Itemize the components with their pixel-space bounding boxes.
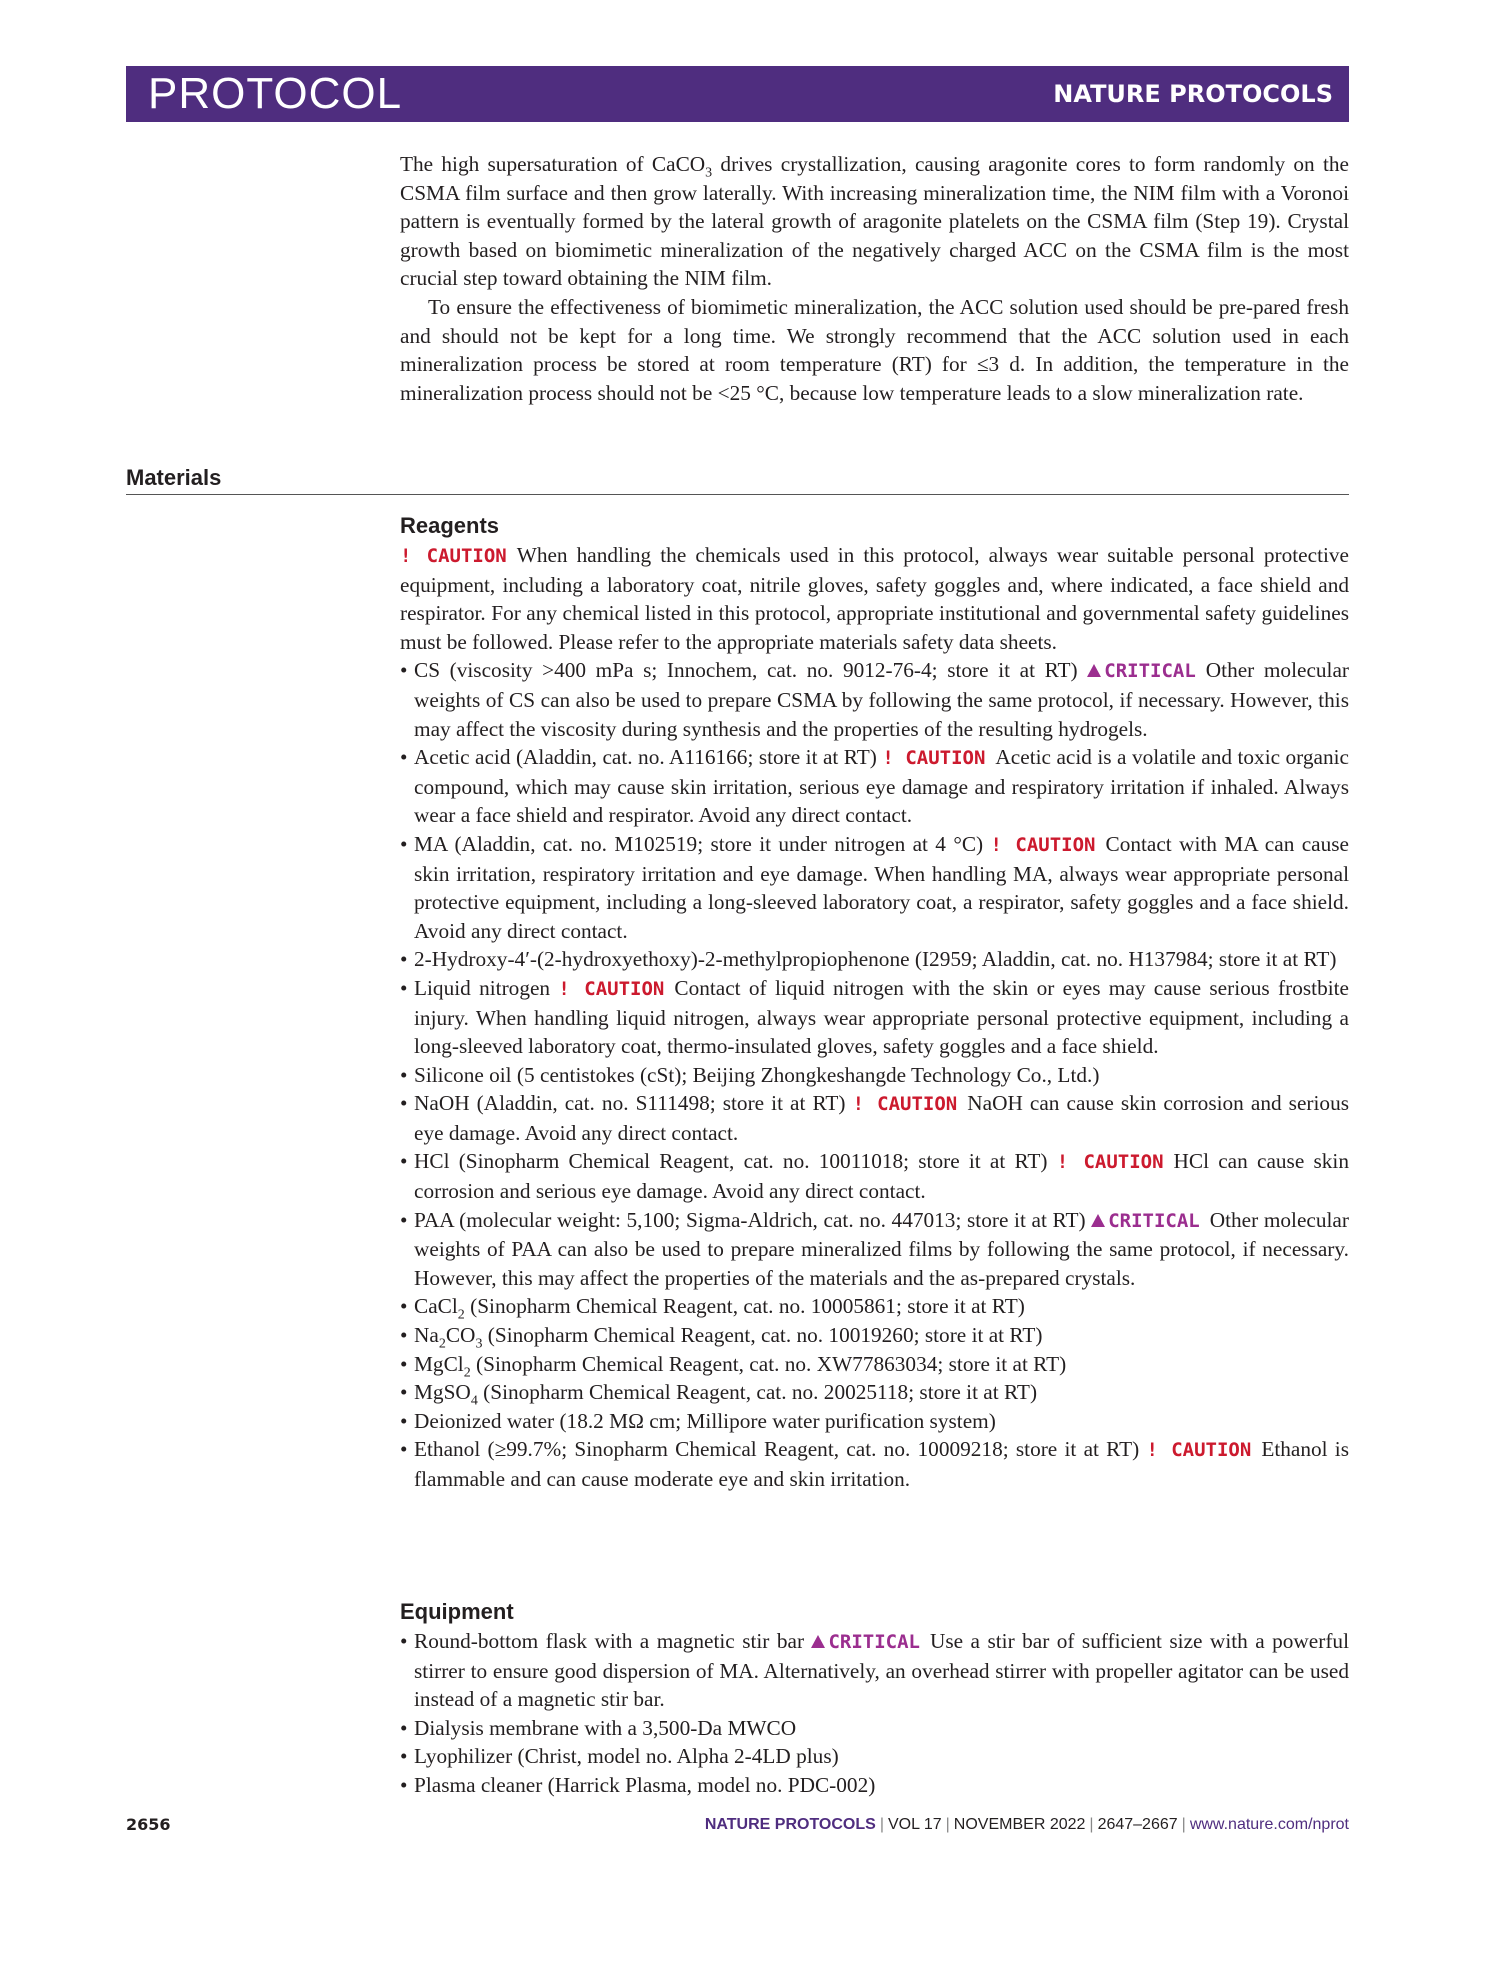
footer-url-link[interactable]: www.nature.com/nprot (1189, 1816, 1349, 1833)
critical-label: CRITICAL (828, 1631, 920, 1653)
list-item: • Liquid nitrogen ! CAUTION Contact of liquid nitrogen with the skin or eyes may cause serious frostbite injury. When handling liquid nitrogen, always wear appropriate personal protective equipment, including a long-sleeved laboratory coat, thermo-insulated gloves, safety goggles and a face shield. (400, 974, 1349, 1061)
footer-date: NOVEMBER 2022 (953, 1816, 1086, 1833)
caution-label: ! CAUTION (1056, 1151, 1164, 1174)
reagent-list (400, 656, 1349, 1493)
critical-label: CRITICAL (1104, 660, 1196, 683)
reagents-section (400, 511, 1349, 1494)
paragraph: The high supersaturation of CaCO$_3$ drives crystallization, causing aragonite cores to form randomly on the CSMA film surface and then grow laterally. With increasing mineralization time, the NIM film with a Voronoi pattern is eventually formed by the lateral growth of aragonite platelets on the CSMA film (Step 19). Crystal growth based on biomimetic mineralization of the negatively charged ACC on the CSMA film is the most crucial step toward obtaining the NIM film. (400, 152, 1349, 291)
list-item: • CaCl$_2$ (Sinopharm Chemical Reagent, cat. no. 10005861; store it at RT) (400, 1292, 1349, 1321)
caution-label: ! CAUTION (1146, 1439, 1252, 1462)
caution-label: ! CAUTION (400, 545, 507, 567)
list-item: • HCl (Sinopharm Chemical Reagent, cat. no. 10011018; store it at RT) ! CAUTION HCl can cause skin corrosion and serious eye damage. Avoid any direct contact. (400, 1147, 1349, 1205)
caution-note: ! CAUTION When handling the chemicals used in this protocol, always wear suitable personal protective equipment, including a laboratory coat, nitrile gloves, safety goggles and, where indicated, a face shield and respirator. For any chemical listed in this protocol, appropriate institutional and governmental safety guidelines must be followed. Please refer to the appropriate materials safety data sheets. (400, 543, 1350, 654)
section-title-materials: Materials (126, 465, 222, 490)
paragraph: To ensure the effectiveness of biomimetic mineralization, the ACC solution used should be pre-pared fresh and should not be kept for a long time. We strongly recommend that the ACC solution used in each mineralization process be stored at room temperature (RT) for ≤3 d. In addition, the temperature in the mineralization process should not be <25 °C, because low temperature leads to a slow mineralization rate. (400, 294, 1349, 405)
list-item: • Dialysis membrane with a 3,500-Da MWCO (400, 1714, 1349, 1743)
list-item: • MgSO$_4$ (Sinopharm Chemical Reagent, cat. no. 20025118; store it at RT) (400, 1378, 1349, 1407)
list-item: • Lyophilizer (Christ, model no. Alpha 2-4LD plus) (400, 1742, 1349, 1771)
list-item: • $Na_2CO_3$ (Sinopharm Chemical Reagent, cat. no. 10019260; store it at RT) (400, 1321, 1349, 1350)
list-item: • Silicone oil (5 centistokes (cSt); Beijing Zhongkeshangde Technology Co., Ltd.) (400, 1061, 1349, 1090)
footer-pages: 2647–2667 (1097, 1816, 1178, 1833)
critical-label: CRITICAL (1108, 1209, 1200, 1232)
footer-citation: NATURE PROTOCOLS | VOL 17 | NOVEMBER 2022 | 2647–2667 | www.nature.com/nprot (704, 1816, 1349, 1833)
list-item: • 2-Hydroxy-4′-(2-hydroxyethoxy)-2-methylpropiophenone (I2959; Aladdin, cat. no. H137984; store it at RT) (400, 945, 1349, 974)
article-type: PROTOCOL (148, 69, 403, 118)
subsection-title-reagents: Reagents (400, 513, 500, 538)
footer-journal: NATURE PROTOCOLS (704, 1816, 876, 1833)
journal-name: NATURE PROTOCOLS (1053, 80, 1333, 108)
subsection-title-equipment: Equipment (400, 1599, 514, 1624)
page-number: 2656 (126, 1815, 171, 1834)
critical-triangle-icon (1087, 664, 1101, 677)
footer-volume: VOL 17 (887, 1816, 942, 1833)
list-item: • PAA (molecular weight: 5,100; Sigma-Aldrich, cat. no. 447013; store it at RT) CRITICAL Other molecular weights of PAA can also be used to prepare mineralized films by following the same protocol, if necessary. However, this may affect the properties of the materials and the as-prepared crystals. (400, 1206, 1349, 1293)
list-item: • MgCl$_2$ (Sinopharm Chemical Reagent, cat. no. XW77863034; store it at RT) (400, 1350, 1349, 1379)
equipment-section (400, 1597, 1349, 1800)
caution-label: ! CAUTION (852, 1093, 958, 1116)
list-item: • Deionized water (18.2 MΩ cm; Millipore water purification system) (400, 1407, 1349, 1436)
intro-text (400, 150, 1349, 407)
header-bar (126, 66, 1349, 122)
critical-triangle-icon (811, 1635, 825, 1648)
caution-label: ! CAUTION (882, 747, 986, 770)
critical-triangle-icon (1091, 1214, 1105, 1227)
caution-label: ! CAUTION (990, 833, 1096, 856)
list-item: • Acetic acid (Aladdin, cat. no. A116166; store it at RT) ! CAUTION Acetic acid is a volatile and toxic organic compound, which may cause skin irritation, serious eye damage and respiratory irritation if inhaled. Always wear a face shield and respirator. Avoid any direct contact. (400, 743, 1349, 830)
list-item: • Ethanol (≥99.7%; Sinopharm Chemical Reagent, cat. no. 10009218; store it at RT) ! CAUTION Ethanol is flammable and can cause moderate eye and skin irritation. (400, 1435, 1349, 1493)
list-item: • CS (viscosity >400 mPa s; Innochem, cat. no. 9012-76-4; store it at RT) CRITICAL Other molecular weights of CS can also be used to prepare CSMA by following the same protocol, if necessary. However, this may affect the viscosity during synthesis and the properties of the resulting hydrogels. (400, 656, 1349, 743)
caution-label: ! CAUTION (558, 977, 665, 1000)
list-item: • Plasma cleaner (Harrick Plasma, model no. PDC-002) (400, 1771, 1349, 1800)
list-item: • Round-bottom flask with a magnetic stir bar CRITICAL Use a stir bar of sufficient size with a powerful stirrer to ensure good dispersion of MA. Alternatively, an overhead stirrer with propeller agitator can be used instead of a magnetic stir bar. (400, 1627, 1349, 1714)
section-divider (126, 494, 1349, 495)
list-item: • MA (Aladdin, cat. no. M102519; store it under nitrogen at 4 °C) ! CAUTION Contact with MA can cause skin irritation, respiratory irritation and eye damage. When handling MA, always wear appropriate personal protective equipment, including a long-sleeved laboratory coat, a respirator, safety goggles and a face shield. Avoid any direct contact. (400, 830, 1349, 945)
list-item: • NaOH (Aladdin, cat. no. S111498; store it at RT) ! CAUTION NaOH can cause skin corrosion and serious eye damage. Avoid any direct contact. (400, 1089, 1349, 1147)
equipment-list (400, 1627, 1349, 1800)
